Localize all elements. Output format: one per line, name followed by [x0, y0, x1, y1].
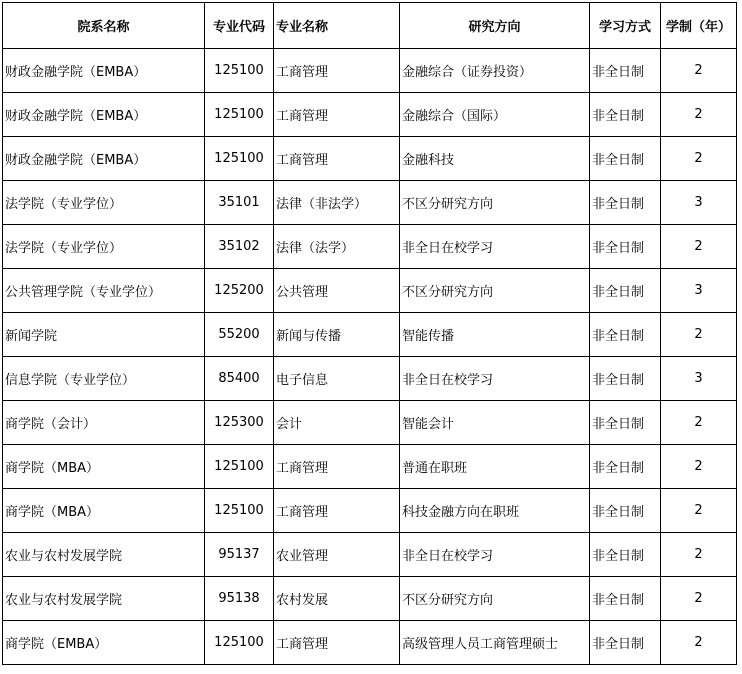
research-direction-cell: 金融综合（证券投资）: [400, 49, 590, 93]
major-name-cell: 新闻与传播: [274, 313, 400, 357]
study-mode-cell: 非全日制: [590, 93, 661, 137]
research-direction-cell: 科技金融方向在职班: [400, 489, 590, 533]
table-row: [3, 533, 737, 577]
header-major-name: 专业名称: [274, 3, 400, 49]
table-row: [3, 93, 737, 137]
major-code-cell: 125300: [205, 401, 274, 445]
major-name-cell: 农业管理: [274, 533, 400, 577]
duration-cell: 2: [661, 401, 737, 445]
table-row: [3, 489, 737, 533]
study-mode-cell: 非全日制: [590, 357, 661, 401]
major-code-cell: 35102: [205, 225, 274, 269]
study-mode-cell: 非全日制: [590, 181, 661, 225]
major-name-cell: 工商管理: [274, 49, 400, 93]
department-cell: 财政金融学院（EMBA）: [3, 137, 205, 181]
department-cell: 新闻学院: [3, 313, 205, 357]
table-row: [3, 137, 737, 181]
duration-cell: 2: [661, 621, 737, 665]
study-mode-cell: 非全日制: [590, 137, 661, 181]
research-direction-cell: 金融科技: [400, 137, 590, 181]
major-code-cell: 125100: [205, 49, 274, 93]
major-code-cell: 95137: [205, 533, 274, 577]
study-mode-cell: 非全日制: [590, 489, 661, 533]
table-row: [3, 621, 737, 665]
research-direction-cell: 普通在职班: [400, 445, 590, 489]
department-cell: 农业与农村发展学院: [3, 577, 205, 621]
duration-cell: 2: [661, 445, 737, 489]
major-code-cell: 35101: [205, 181, 274, 225]
major-name-cell: 工商管理: [274, 489, 400, 533]
duration-cell: 2: [661, 489, 737, 533]
major-code-cell: 125100: [205, 489, 274, 533]
study-mode-cell: 非全日制: [590, 269, 661, 313]
major-name-cell: 工商管理: [274, 445, 400, 489]
major-code-cell: 125100: [205, 621, 274, 665]
major-name-cell: 法律（非法学）: [274, 181, 400, 225]
duration-cell: 2: [661, 49, 737, 93]
table-row: [3, 225, 737, 269]
research-direction-cell: 智能会计: [400, 401, 590, 445]
research-direction-cell: 非全日在校学习: [400, 533, 590, 577]
duration-cell: 3: [661, 357, 737, 401]
table-row: [3, 401, 737, 445]
major-code-cell: 125100: [205, 93, 274, 137]
study-mode-cell: 非全日制: [590, 225, 661, 269]
table-header-row: [3, 3, 737, 49]
department-cell: 商学院（MBA）: [3, 489, 205, 533]
department-cell: 公共管理学院（专业学位）: [3, 269, 205, 313]
major-code-cell: 95138: [205, 577, 274, 621]
major-name-cell: 工商管理: [274, 621, 400, 665]
major-name-cell: 公共管理: [274, 269, 400, 313]
department-cell: 法学院（专业学位）: [3, 181, 205, 225]
department-cell: 农业与农村发展学院: [3, 533, 205, 577]
department-cell: 商学院（会计）: [3, 401, 205, 445]
research-direction-cell: 不区分研究方向: [400, 181, 590, 225]
duration-cell: 2: [661, 533, 737, 577]
major-name-cell: 电子信息: [274, 357, 400, 401]
research-direction-cell: 非全日在校学习: [400, 225, 590, 269]
major-name-cell: 工商管理: [274, 137, 400, 181]
header-study-mode: 学习方式: [590, 3, 661, 49]
study-mode-cell: 非全日制: [590, 445, 661, 489]
study-mode-cell: 非全日制: [590, 533, 661, 577]
major-name-cell: 工商管理: [274, 93, 400, 137]
table-row: [3, 181, 737, 225]
major-name-cell: 会计: [274, 401, 400, 445]
header-research-direction: 研究方向: [400, 3, 590, 49]
duration-cell: 2: [661, 93, 737, 137]
table-row: [3, 445, 737, 489]
duration-cell: 3: [661, 269, 737, 313]
duration-cell: 3: [661, 181, 737, 225]
research-direction-cell: 智能传播: [400, 313, 590, 357]
research-direction-cell: 不区分研究方向: [400, 577, 590, 621]
study-mode-cell: 非全日制: [590, 49, 661, 93]
department-cell: 财政金融学院（EMBA）: [3, 93, 205, 137]
department-cell: 商学院（EMBA）: [3, 621, 205, 665]
research-direction-cell: 非全日在校学习: [400, 357, 590, 401]
duration-cell: 2: [661, 313, 737, 357]
major-name-cell: 农村发展: [274, 577, 400, 621]
department-cell: 信息学院（专业学位）: [3, 357, 205, 401]
duration-cell: 2: [661, 137, 737, 181]
table-row: [3, 49, 737, 93]
program-table: [2, 2, 737, 665]
header-major-code: 专业代码: [205, 3, 274, 49]
table-row: [3, 313, 737, 357]
header-department: 院系名称: [3, 3, 205, 49]
department-cell: 财政金融学院（EMBA）: [3, 49, 205, 93]
study-mode-cell: 非全日制: [590, 621, 661, 665]
major-code-cell: 125200: [205, 269, 274, 313]
duration-cell: 2: [661, 225, 737, 269]
department-cell: 法学院（专业学位）: [3, 225, 205, 269]
major-name-cell: 法律（法学）: [274, 225, 400, 269]
major-code-cell: 85400: [205, 357, 274, 401]
department-cell: 商学院（MBA）: [3, 445, 205, 489]
study-mode-cell: 非全日制: [590, 401, 661, 445]
table-row: [3, 357, 737, 401]
major-code-cell: 125100: [205, 445, 274, 489]
research-direction-cell: 金融综合（国际）: [400, 93, 590, 137]
major-code-cell: 55200: [205, 313, 274, 357]
study-mode-cell: 非全日制: [590, 313, 661, 357]
header-duration: 学制（年）: [661, 3, 737, 49]
table-row: [3, 269, 737, 313]
study-mode-cell: 非全日制: [590, 577, 661, 621]
table-row: [3, 577, 737, 621]
research-direction-cell: 不区分研究方向: [400, 269, 590, 313]
major-code-cell: 125100: [205, 137, 274, 181]
duration-cell: 2: [661, 577, 737, 621]
research-direction-cell: 高级管理人员工商管理硕士: [400, 621, 590, 665]
